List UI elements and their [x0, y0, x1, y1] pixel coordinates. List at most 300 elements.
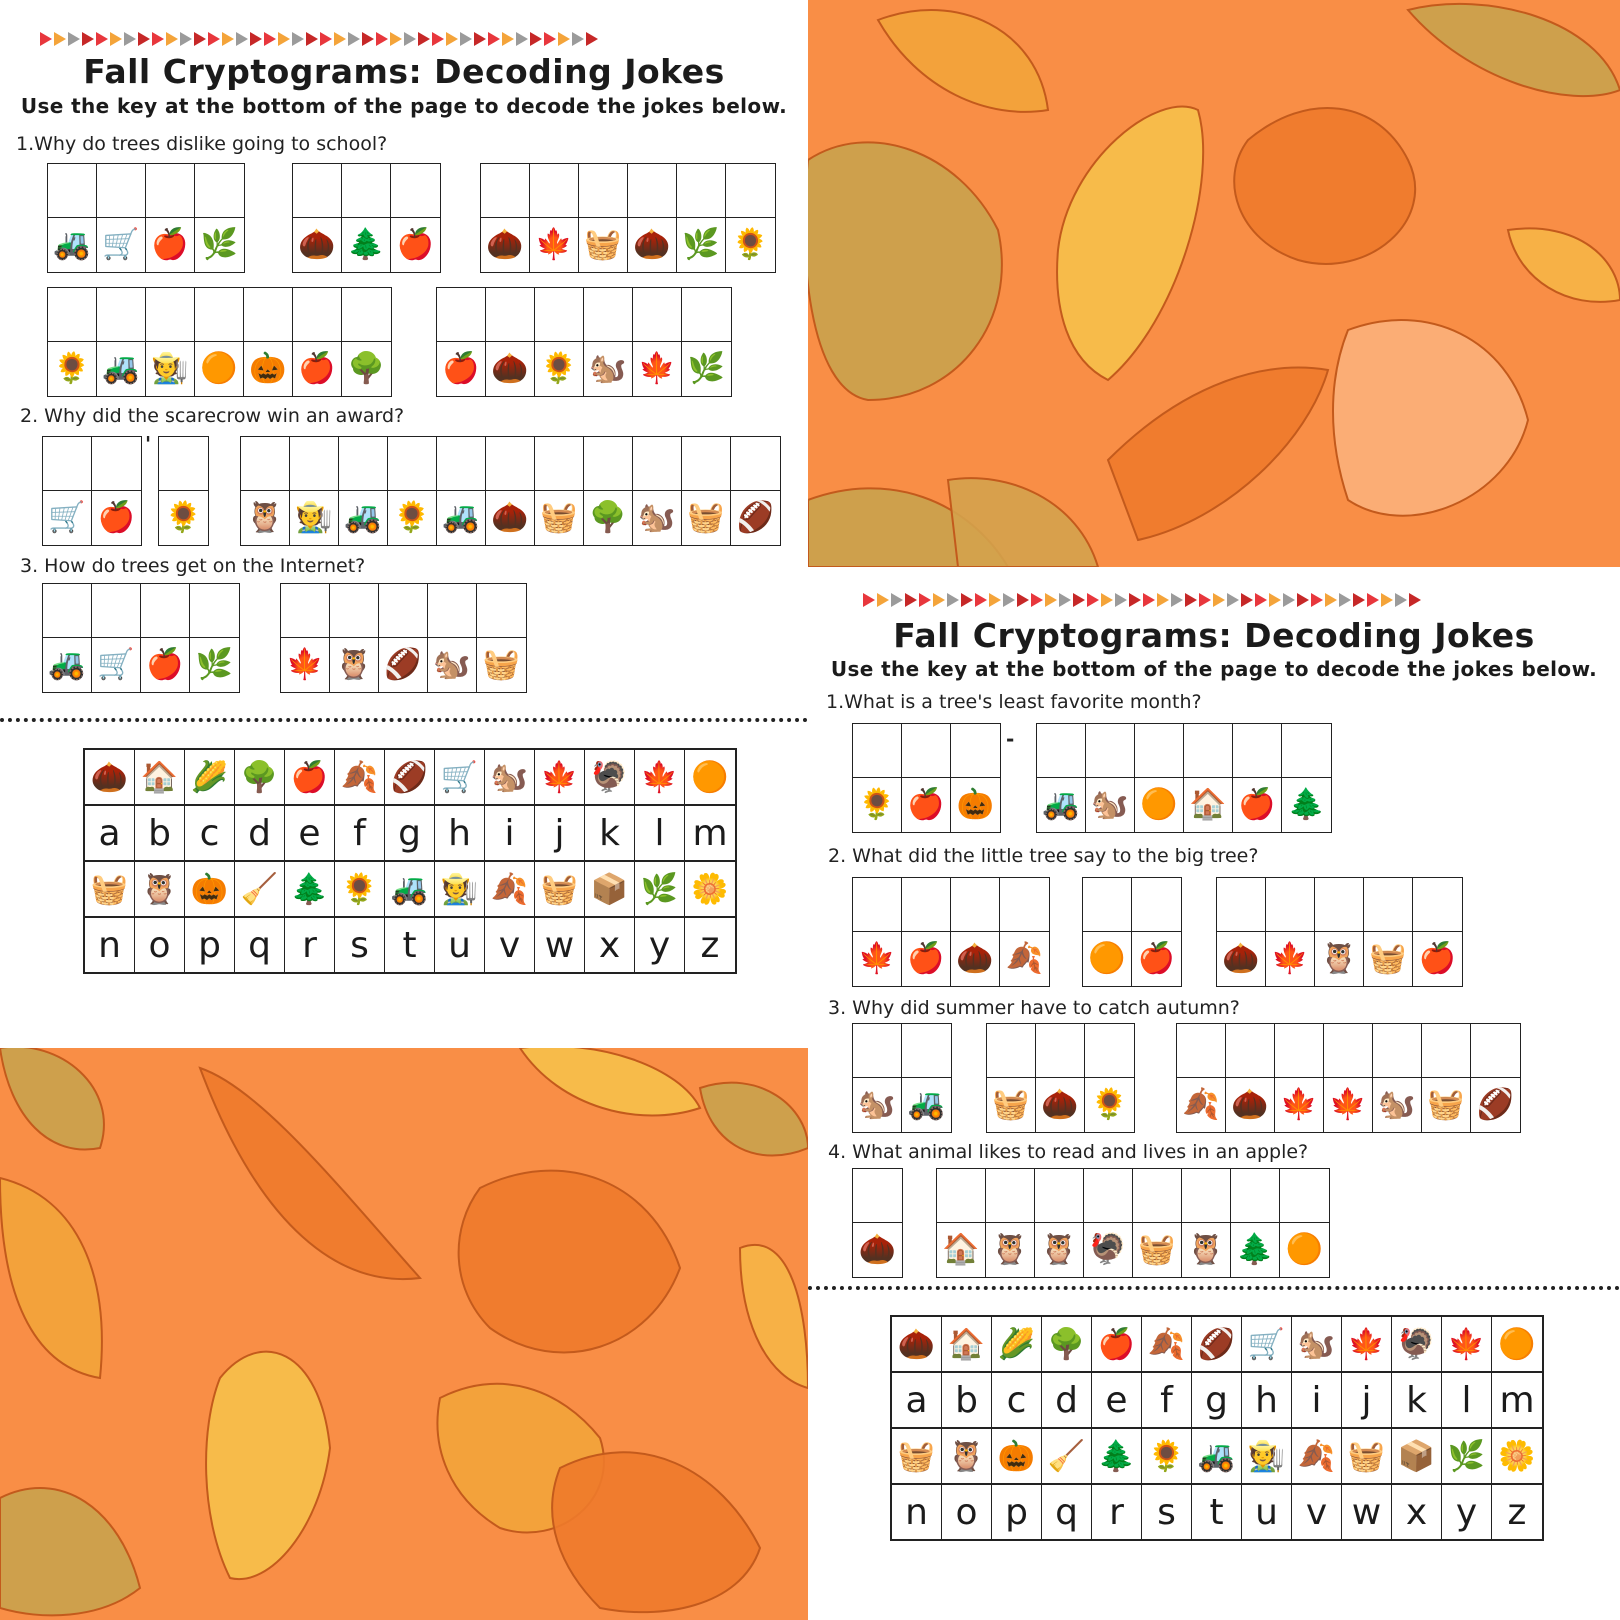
blank-answer-box[interactable] — [48, 288, 96, 342]
blank-answer-box[interactable] — [1086, 724, 1134, 778]
arrow-decoration — [362, 32, 374, 46]
arrow-decoration — [1129, 593, 1141, 607]
round-badge-icon: 🟠 — [691, 759, 729, 795]
letter-cell[interactable] — [1182, 1169, 1231, 1277]
key-letter: d — [235, 806, 285, 860]
letter-cell[interactable] — [486, 437, 535, 545]
blank-answer-box[interactable] — [1085, 1024, 1134, 1078]
acorn-icon: 🌰 — [486, 227, 524, 262]
letter-cell[interactable] — [1036, 1024, 1085, 1132]
letter-cell[interactable] — [1133, 1169, 1182, 1277]
key-letter: b — [942, 1373, 992, 1427]
letter-cell[interactable] — [628, 164, 677, 272]
key-row — [85, 750, 735, 804]
letter-cell[interactable] — [477, 584, 526, 692]
blank-answer-box[interactable] — [339, 437, 387, 491]
blank-answer-box[interactable] — [141, 584, 189, 638]
football-icon: 🏈 — [385, 750, 435, 804]
letter-cell[interactable] — [428, 584, 477, 692]
letter-cell[interactable] — [584, 288, 633, 396]
blank-answer-box[interactable] — [293, 164, 341, 218]
letter-cell[interactable] — [241, 437, 290, 545]
maple-leaf-icon: 🍁 — [1442, 1317, 1492, 1371]
sunflower-icon: 🌻 — [540, 351, 578, 386]
letter-cell[interactable] — [146, 164, 195, 272]
owl-icon: 🦉 — [135, 862, 185, 916]
blank-answer-box[interactable] — [1182, 1169, 1230, 1223]
letter-cell[interactable] — [342, 288, 391, 396]
blank-answer-box[interactable] — [1036, 1024, 1084, 1078]
turkey-icon: 🦃 — [585, 750, 635, 804]
blank-answer-box[interactable] — [682, 288, 731, 342]
blank-answer-box[interactable] — [437, 288, 485, 342]
arrow-decoration — [1003, 593, 1015, 607]
green-tree-icon: 🌳 — [589, 500, 627, 535]
blank-answer-box[interactable] — [628, 164, 676, 218]
apple-icon: 🍎 — [442, 351, 480, 386]
sunflower-icon: 🌻 — [1142, 1429, 1192, 1483]
yellow-tree-icon: 🌼 — [691, 871, 729, 907]
bare-tree-icon: 🌲 — [347, 227, 385, 262]
letter-cell[interactable] — [1184, 724, 1233, 832]
key-letter: n — [85, 918, 135, 972]
blank-answer-box[interactable] — [951, 878, 999, 932]
key-row — [892, 1483, 1542, 1539]
letter-cell[interactable] — [535, 288, 584, 396]
barn-icon: 🏠 — [1189, 787, 1227, 822]
letter-cell[interactable] — [481, 164, 530, 272]
rake-icon: 🧹 — [235, 862, 285, 916]
blank-answer-box[interactable] — [428, 584, 476, 638]
letter-cell[interactable] — [339, 437, 388, 545]
blank-answer-box[interactable] — [379, 584, 427, 638]
arrow-decoration — [1073, 593, 1085, 607]
pumpkin-icon: 🎃 — [185, 862, 235, 916]
letter-cell[interactable] — [682, 288, 731, 396]
letter-cell[interactable] — [535, 437, 584, 545]
pumpkin-icon: 🎃 — [992, 1429, 1042, 1483]
letter-cell[interactable] — [92, 584, 141, 692]
blank-answer-box[interactable] — [195, 164, 244, 218]
fall-leaves-icon: 🍂 — [1182, 1087, 1220, 1122]
letter-cell[interactable] — [1135, 724, 1184, 832]
arrow-decoration — [1185, 593, 1197, 607]
arrow-border-top — [40, 32, 598, 46]
arrow-decoration — [1115, 593, 1127, 607]
blank-answer-box[interactable] — [1133, 1169, 1181, 1223]
barn-icon: 🏠 — [942, 1232, 980, 1267]
letter-cell[interactable] — [1083, 878, 1132, 986]
letter-cell[interactable] — [293, 288, 342, 396]
letter-cell[interactable] — [853, 1024, 902, 1132]
letter-cell[interactable] — [48, 164, 97, 272]
letter-cell[interactable] — [437, 288, 486, 396]
question-1: 1.Why do trees dislike going to school? — [16, 133, 388, 155]
answer-word — [852, 1023, 952, 1133]
letter-cell[interactable] — [43, 584, 92, 692]
blank-answer-box[interactable] — [1177, 1024, 1225, 1078]
key-letter: r — [1092, 1485, 1142, 1539]
question-3: 3. Why did summer have to catch autumn? — [828, 997, 1240, 1019]
blank-answer-box[interactable] — [486, 437, 534, 491]
blank-answer-box[interactable] — [584, 437, 632, 491]
letter-cell[interactable] — [1315, 878, 1364, 986]
letter-cell[interactable] — [937, 1169, 986, 1277]
letter-cell[interactable] — [951, 878, 1000, 986]
arrow-decoration — [1031, 593, 1043, 607]
letter-cell[interactable] — [1413, 878, 1462, 986]
blank-answer-box[interactable] — [1275, 1024, 1323, 1078]
blank-answer-box[interactable] — [477, 584, 526, 638]
answer-word — [1216, 877, 1463, 987]
arrow-decoration — [1381, 593, 1393, 607]
letter-cell[interactable] — [1177, 1024, 1226, 1132]
corn-icon: 🌽 — [992, 1317, 1042, 1371]
key-letter: p — [992, 1485, 1042, 1539]
tractor-icon: 🚜 — [344, 500, 382, 535]
arrow-decoration — [1171, 593, 1183, 607]
letter-cell[interactable] — [195, 288, 244, 396]
answer-word — [240, 436, 781, 546]
green-tree-icon: 🌳 — [347, 351, 386, 386]
letter-cell[interactable] — [951, 724, 1000, 832]
question-2: 2. Why did the scarecrow win an award? — [20, 405, 405, 427]
blank-answer-box[interactable] — [902, 878, 950, 932]
blank-answer-box[interactable] — [159, 437, 208, 491]
key-letter: v — [1292, 1485, 1342, 1539]
blank-answer-box[interactable] — [579, 164, 627, 218]
letter-cell[interactable] — [195, 164, 244, 272]
letter-cell[interactable] — [146, 288, 195, 396]
acorn-icon: 🌰 — [1222, 941, 1260, 976]
blank-answer-box[interactable] — [1000, 878, 1049, 932]
blank-answer-box[interactable] — [633, 437, 681, 491]
key-letter: f — [335, 806, 385, 860]
blank-answer-box[interactable] — [1132, 878, 1181, 932]
letter-cell[interactable] — [281, 584, 330, 692]
arrow-decoration — [933, 593, 945, 607]
key-letter: e — [1092, 1373, 1142, 1427]
letter-cell[interactable] — [1280, 1169, 1329, 1277]
red-leaf-icon: 🍁 — [1342, 1317, 1392, 1371]
key-letter: m — [1499, 1379, 1535, 1421]
blank-answer-box[interactable] — [281, 584, 329, 638]
bare-tree-icon: 🌲 — [285, 862, 335, 916]
letter-cell[interactable] — [391, 164, 440, 272]
letter-cell[interactable] — [633, 437, 682, 545]
arrow-decoration — [1367, 593, 1379, 607]
key-letter: i — [485, 806, 535, 860]
letter-cell[interactable] — [1037, 724, 1086, 832]
blank-answer-box[interactable] — [530, 164, 578, 218]
blank-answer-box[interactable] — [726, 164, 775, 218]
acorn-icon: 🌰 — [1041, 1087, 1079, 1122]
letter-cell[interactable] — [1217, 878, 1266, 986]
arrow-decoration — [975, 593, 987, 607]
blank-answer-box[interactable] — [937, 1169, 985, 1223]
blank-answer-box[interactable] — [535, 288, 583, 342]
letter-cell[interactable] — [1282, 724, 1331, 832]
blank-answer-box[interactable] — [1364, 878, 1412, 932]
letter-cell[interactable] — [159, 437, 208, 545]
round-badge-icon: 🟠 — [200, 351, 238, 386]
leaf-branch-icon: 🌿 — [195, 647, 234, 682]
football-icon: 🏈 — [736, 500, 775, 535]
maple-leaf-icon: 🍁 — [638, 351, 676, 386]
arrow-decoration — [40, 32, 52, 46]
blank-answer-box[interactable] — [633, 288, 681, 342]
blank-answer-box[interactable] — [682, 437, 730, 491]
letter-cell[interactable] — [388, 437, 437, 545]
letter-cell[interactable] — [290, 437, 339, 545]
blank-answer-box[interactable] — [486, 288, 534, 342]
veggie-basket-icon: 🧺 — [1427, 1087, 1465, 1122]
arrow-decoration — [863, 593, 875, 607]
arrow-decoration — [474, 32, 486, 46]
letter-cell[interactable] — [1084, 1169, 1133, 1277]
key-letter: o — [135, 918, 185, 972]
key-letter: m — [692, 812, 728, 854]
blank-answer-box[interactable] — [951, 724, 1000, 778]
worksheet-title: Fall Cryptograms: Decoding Jokes — [83, 52, 725, 91]
blank-answer-box[interactable] — [986, 1169, 1034, 1223]
blank-answer-box[interactable] — [1373, 1024, 1421, 1078]
owl-icon: 🦉 — [335, 647, 373, 682]
letter-cell[interactable] — [986, 1169, 1035, 1277]
letter-cell[interactable] — [731, 437, 780, 545]
round-badge-icon: 🟠 — [1498, 1326, 1536, 1362]
arrow-decoration — [166, 32, 178, 46]
arrow-decoration — [82, 32, 94, 46]
blank-answer-box[interactable] — [987, 1024, 1035, 1078]
arrow-decoration — [138, 32, 150, 46]
blank-answer-box[interactable] — [48, 164, 96, 218]
blank-answer-box[interactable] — [195, 288, 243, 342]
leaf-branch-icon: 🌿 — [687, 351, 726, 386]
blank-answer-box[interactable] — [853, 878, 901, 932]
arrow-decoration — [891, 593, 903, 607]
sunflower-icon: 🌻 — [858, 787, 896, 822]
key-letter: h — [1242, 1373, 1292, 1427]
blank-answer-box[interactable] — [902, 724, 950, 778]
apple-icon: 🍎 — [285, 750, 335, 804]
letter-cell[interactable] — [853, 724, 902, 832]
blank-answer-box[interactable] — [290, 437, 338, 491]
letter-cell[interactable] — [379, 584, 428, 692]
blank-answer-box[interactable] — [342, 164, 390, 218]
answer-word — [480, 163, 776, 273]
letter-cell[interactable] — [43, 437, 92, 545]
barn-icon: 🏠 — [135, 750, 185, 804]
blank-answer-box[interactable] — [584, 288, 632, 342]
key-letter: t — [1192, 1485, 1242, 1539]
blank-answer-box[interactable] — [437, 437, 485, 491]
letter-cell[interactable] — [1275, 1024, 1324, 1132]
letter-cell[interactable] — [579, 164, 628, 272]
sunflower-icon: 🌻 — [53, 351, 91, 386]
letter-cell[interactable] — [342, 164, 391, 272]
blank-answer-box[interactable] — [97, 288, 145, 342]
blank-answer-box[interactable] — [244, 288, 292, 342]
blank-answer-box[interactable] — [342, 288, 391, 342]
arrow-decoration — [1199, 593, 1211, 607]
letter-cell[interactable] — [633, 288, 682, 396]
blank-answer-box[interactable] — [1266, 878, 1314, 932]
owl-icon: 🦉 — [1040, 1232, 1078, 1267]
letter-cell[interactable] — [853, 878, 902, 986]
blank-answer-box[interactable] — [43, 437, 91, 491]
letter-cell[interactable] — [726, 164, 775, 272]
apple-icon: 🍎 — [907, 787, 945, 822]
letter-cell[interactable] — [853, 1169, 902, 1277]
apple-icon: 🍎 — [146, 647, 184, 682]
letter-cell[interactable] — [330, 584, 379, 692]
letter-cell[interactable] — [902, 878, 951, 986]
letter-cell[interactable] — [92, 437, 141, 545]
letter-cell[interactable] — [1000, 878, 1049, 986]
letter-cell[interactable] — [1364, 878, 1413, 986]
squirrel-icon: 🐿️ — [858, 1087, 896, 1122]
blank-answer-box[interactable] — [146, 288, 194, 342]
blank-answer-box[interactable] — [1035, 1169, 1083, 1223]
letter-cell[interactable] — [902, 724, 951, 832]
blank-answer-box[interactable] — [330, 584, 378, 638]
blank-answer-box[interactable] — [97, 164, 145, 218]
apple-icon: 🍎 — [1238, 787, 1276, 822]
letter-cell[interactable] — [48, 288, 97, 396]
leaf-pile-icon: 🍂 — [1292, 1429, 1342, 1483]
letter-cell[interactable] — [1373, 1024, 1422, 1132]
key-letter: q — [235, 918, 285, 972]
letter-cell[interactable] — [293, 164, 342, 272]
arrow-decoration — [919, 593, 931, 607]
blank-answer-box[interactable] — [190, 584, 239, 638]
letter-cell[interactable] — [1324, 1024, 1373, 1132]
key-letter: k — [585, 806, 635, 860]
letter-cell[interactable] — [1226, 1024, 1275, 1132]
sunflower-icon: 🌻 — [1090, 1087, 1129, 1122]
letter-cell[interactable] — [97, 164, 146, 272]
maple-leaf-icon: 🍁 — [286, 647, 324, 682]
blank-answer-box[interactable] — [1413, 878, 1462, 932]
blank-answer-box[interactable] — [731, 437, 780, 491]
key-letter: w — [535, 918, 585, 972]
blank-answer-box[interactable] — [853, 724, 901, 778]
arrow-decoration — [1227, 593, 1239, 607]
letter-cell[interactable] — [437, 437, 486, 545]
letter-cell[interactable] — [1471, 1024, 1520, 1132]
letter-cell[interactable] — [1422, 1024, 1471, 1132]
turkey-icon: 🦃 — [1089, 1232, 1127, 1267]
letter-cell[interactable] — [987, 1024, 1036, 1132]
blank-answer-box[interactable] — [1231, 1169, 1279, 1223]
key-letter: q — [1042, 1485, 1092, 1539]
owl-icon: 🦉 — [991, 1232, 1029, 1267]
letter-cell[interactable] — [190, 584, 239, 692]
tractor-icon: 🚜 — [1192, 1429, 1242, 1483]
letter-cell[interactable] — [902, 1024, 951, 1132]
blank-answer-box[interactable] — [388, 437, 436, 491]
apple-icon: 🍎 — [97, 500, 136, 535]
blank-answer-box[interactable] — [1422, 1024, 1470, 1078]
blank-answer-box[interactable] — [853, 1169, 902, 1223]
arrow-decoration — [236, 32, 248, 46]
letter-cell[interactable] — [1231, 1169, 1280, 1277]
letter-cell[interactable] — [1035, 1169, 1084, 1277]
key-letter: t — [385, 918, 435, 972]
blank-answer-box[interactable] — [1217, 878, 1265, 932]
blank-answer-box[interactable] — [293, 288, 341, 342]
blank-answer-box[interactable] — [902, 1024, 951, 1078]
blank-answer-box[interactable] — [92, 584, 140, 638]
key-letter: s — [1142, 1485, 1192, 1539]
blank-answer-box[interactable] — [853, 1024, 901, 1078]
blank-answer-box[interactable] — [391, 164, 440, 218]
blank-answer-box[interactable] — [677, 164, 725, 218]
tractor-icon: 🚜 — [102, 351, 140, 386]
arrow-decoration — [572, 32, 584, 46]
arrow-decoration — [292, 32, 304, 46]
corn-icon: 🌽 — [185, 750, 235, 804]
letter-cell[interactable] — [1132, 878, 1181, 986]
answer-word — [986, 1023, 1135, 1133]
squirrel-icon: 🐿️ — [638, 500, 676, 535]
answer-word — [436, 287, 732, 397]
blank-answer-box[interactable] — [1282, 724, 1331, 778]
letter-cell[interactable] — [97, 288, 146, 396]
blank-answer-box[interactable] — [146, 164, 194, 218]
letter-cell[interactable] — [584, 437, 633, 545]
veggie-basket-icon: 🧺 — [540, 500, 578, 535]
blank-answer-box[interactable] — [1184, 724, 1232, 778]
blank-answer-box[interactable] — [1226, 1024, 1274, 1078]
blank-answer-box[interactable] — [43, 584, 91, 638]
letter-cell[interactable] — [1085, 1024, 1134, 1132]
letter-cell[interactable] — [682, 437, 731, 545]
letter-cell[interactable] — [1086, 724, 1135, 832]
blank-answer-box[interactable] — [481, 164, 529, 218]
letter-cell[interactable] — [677, 164, 726, 272]
key-letter: u — [1242, 1485, 1292, 1539]
letter-cell[interactable] — [141, 584, 190, 692]
letter-cell[interactable] — [1233, 724, 1282, 832]
blank-answer-box[interactable] — [1084, 1169, 1132, 1223]
blank-answer-box[interactable] — [1280, 1169, 1329, 1223]
letter-cell[interactable] — [530, 164, 579, 272]
blank-answer-box[interactable] — [1083, 878, 1131, 932]
answer-word — [852, 877, 1050, 987]
tractor-icon: 🚜 — [385, 862, 435, 916]
blank-answer-box[interactable] — [1037, 724, 1085, 778]
question-4: 4. What animal likes to read and lives in an apple? — [828, 1141, 1309, 1163]
leaf-pile-icon: 🍂 — [485, 862, 535, 916]
squirrel-icon: 🐿️ — [1378, 1087, 1416, 1122]
blank-answer-box[interactable] — [1471, 1024, 1520, 1078]
rake-icon: 🧹 — [1042, 1429, 1092, 1483]
letter-cell[interactable] — [486, 288, 535, 396]
blank-answer-box[interactable] — [1135, 724, 1183, 778]
blank-answer-box[interactable] — [1233, 724, 1281, 778]
arrow-decoration — [1339, 593, 1351, 607]
blank-answer-box[interactable] — [1315, 878, 1363, 932]
maple-leaf-icon: 🍁 — [1280, 1087, 1318, 1122]
letter-cell[interactable] — [1266, 878, 1315, 986]
blank-answer-box[interactable] — [535, 437, 583, 491]
blank-answer-box[interactable] — [1324, 1024, 1372, 1078]
blank-answer-box[interactable] — [241, 437, 289, 491]
letter-cell[interactable] — [244, 288, 293, 396]
blank-answer-box[interactable] — [92, 437, 141, 491]
